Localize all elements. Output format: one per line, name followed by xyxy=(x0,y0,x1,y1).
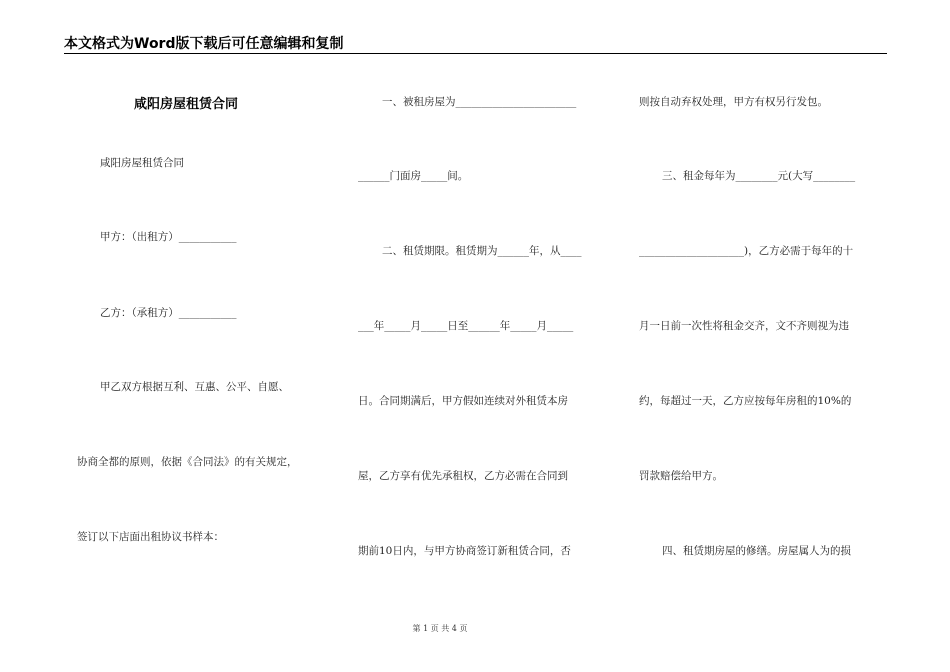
header-rule xyxy=(64,53,887,54)
text-line: ___年_____月_____日至______年_____月_____ xyxy=(358,320,574,332)
document-title: 咸阳房屋租赁合同 xyxy=(134,97,239,112)
text-line: 甲方：（出租方）___________ xyxy=(100,231,237,243)
text-line: 月一日前一次性将租金交齐，文不齐则视为违 xyxy=(639,320,849,332)
text-line: 乙方：（承租方）___________ xyxy=(100,307,237,319)
text-line: 期前10日内，与甲方协商签订新租赁合同，否 xyxy=(358,545,571,557)
text-line: ____________________)，乙方必需于每年的十 xyxy=(639,245,854,257)
page-header: 本文格式为Word版下载后可任意编辑和复制 xyxy=(64,36,344,52)
text-line: 约，每超过一天，乙方应按每年房租的10%的 xyxy=(639,395,852,407)
text-line: 三、租金每年为________元(大写________ xyxy=(662,170,856,182)
text-line: 甲乙双方根据互利、互惠、公平、自愿、 xyxy=(100,381,289,393)
text-line: 则按自动弃权处理，甲方有权另行发包。 xyxy=(639,96,828,108)
text-line: 日。合同期满后，甲方假如连续对外租赁本房 xyxy=(358,395,568,407)
text-line: 罚款赔偿给甲方。 xyxy=(639,470,723,482)
text-line: 四、租赁期房屋的修缮。房屋属人为的损 xyxy=(662,545,851,557)
text-line: 签订以下店面出租协议书样本： xyxy=(77,531,224,543)
text-line: 一、被租房屋为_______________________ xyxy=(382,96,577,108)
text-line: 协商全都的原则，依据《合同法》的有关规定， xyxy=(77,456,298,468)
page-footer: 第 1 页 共 4 页 xyxy=(412,624,468,633)
text-line: 咸阳房屋租赁合同 xyxy=(100,157,184,169)
text-line: ______门面房_____间。 xyxy=(358,170,469,182)
text-line: 二、租赁期限。租赁期为______年，从____ xyxy=(382,245,582,257)
text-line: 屋，乙方享有优先承租权，乙方必需在合同到 xyxy=(358,470,568,482)
